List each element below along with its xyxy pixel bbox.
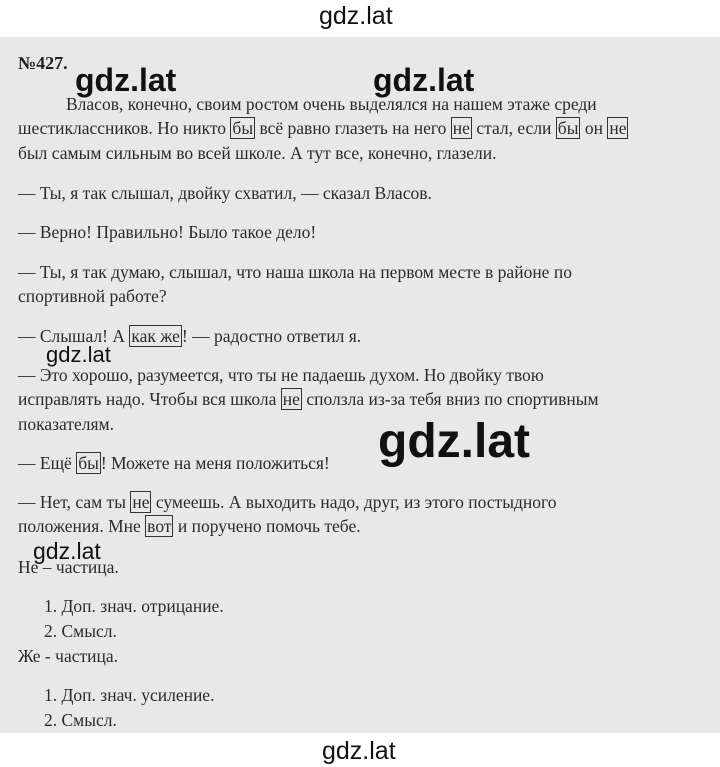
particle-box: бы (78, 453, 99, 473)
particle-box: бы (232, 118, 254, 138)
text-line: был самым сильным во всей школе. А тут все, конечно, глазели. (18, 143, 497, 163)
analysis-item: 2. Смысл. (44, 621, 117, 641)
watermark-bottom: gdz.lat (322, 737, 396, 765)
text-line: Власов, конечно, своим ростом очень выделялся на нашем этаже среди (66, 94, 597, 114)
particle-box: вот (147, 516, 172, 536)
dialog-line: — Ты, я так думаю, слышал, что наша школа на первом месте в районе по (18, 262, 572, 282)
analysis-title: Не – частица. (18, 557, 119, 577)
analysis-item: 2. Смысл. (44, 710, 117, 730)
particle-box: не (132, 492, 150, 512)
analysis-item: 1. Доп. знач. усиление. (44, 685, 215, 705)
watermark-overlay: gdz.lat (378, 415, 530, 468)
dialog-line: — Слышал! А как же ! — радостно ответил я. (18, 326, 362, 346)
watermark-top: gdz.lat (319, 2, 393, 30)
watermark-overlay: gdz.lat (33, 538, 101, 564)
exercise-number: №427. (18, 53, 68, 73)
analysis-item: 1. Доп. знач. отрицание. (44, 596, 224, 616)
watermark-overlay: gdz.lat (75, 62, 177, 98)
dialog-line: исправлять надо. Чтобы вся школа не сползла из-за тебя вниз по спортивным (18, 389, 599, 409)
particle-box: как же (131, 326, 180, 346)
watermark-overlay: gdz.lat (373, 62, 475, 98)
dialog-line: положения. Мне вот и поручено помочь тебе. (18, 516, 361, 536)
dialog-line: — Ещё бы ! Можете на меня положиться! (18, 453, 330, 473)
dialog-line: — Верно! Правильно! Было такое дело! (18, 222, 317, 242)
particle-box: не (609, 118, 627, 138)
dialog-line: — Нет, сам ты не сумеешь. А выходить надо, друг, из этого постыдного (18, 492, 557, 512)
dialog-line: показателям. (18, 414, 114, 434)
dialog-line: — Ты, я так слышал, двойку схватил, — сказал Власов. (18, 183, 432, 203)
particle-box: бы (557, 118, 579, 138)
analysis-title: Же - частица. (18, 646, 118, 666)
watermark-overlay: gdz.lat (46, 342, 111, 367)
dialog-line: — Это хорошо, разумеется, что ты не падаешь духом. Но двойку твою (18, 365, 544, 385)
dialog-line: спортивной работе? (18, 286, 167, 306)
particle-box: не (452, 118, 470, 138)
particle-box: не (282, 389, 300, 409)
text-line: шестиклассников. Но никто бы всё равно глазеть на него не стал, если бы он не (18, 118, 627, 138)
